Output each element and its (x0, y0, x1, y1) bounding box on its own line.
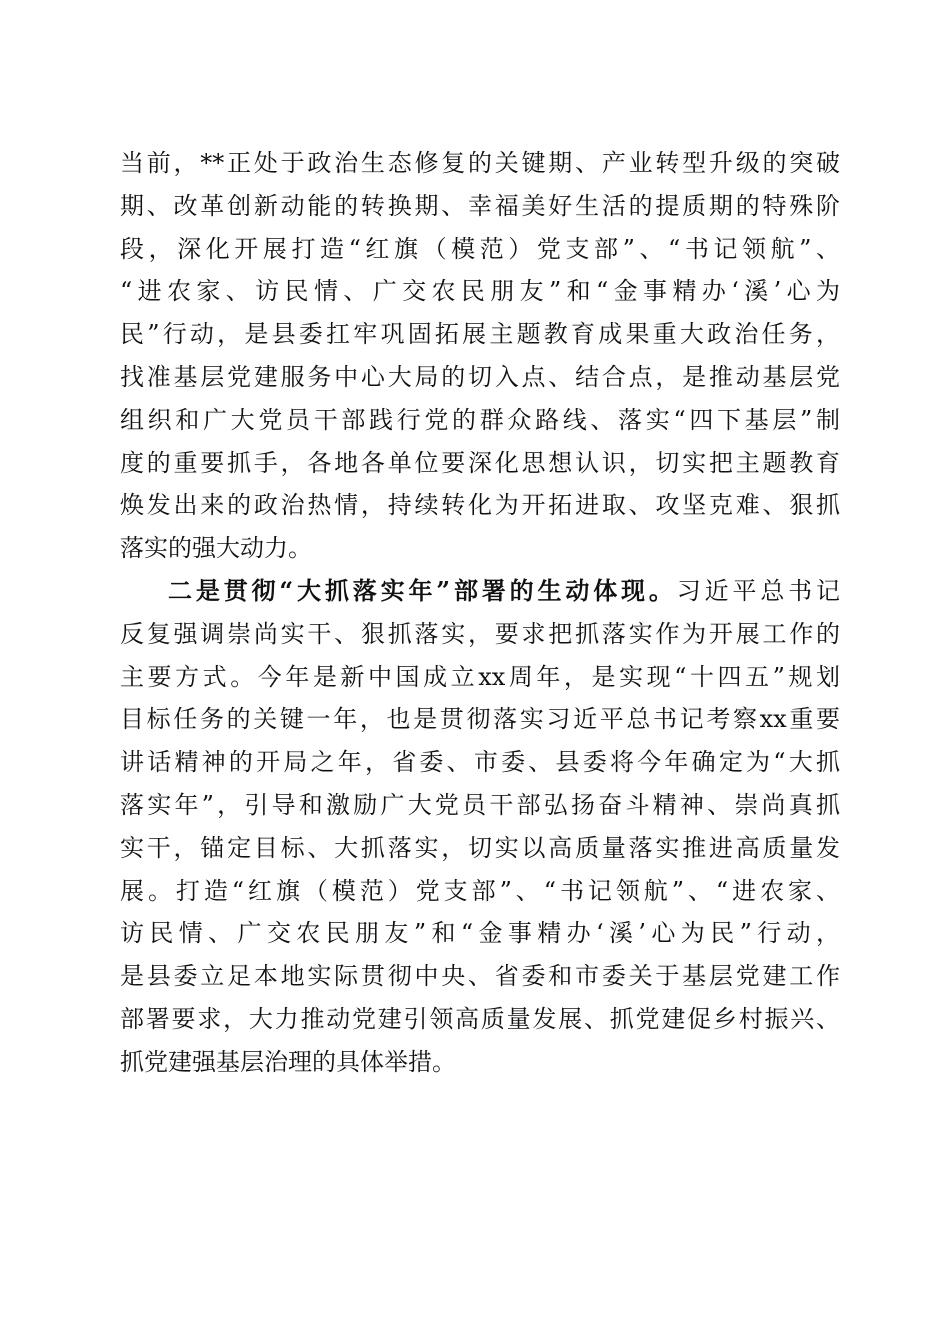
text-line: 是县委立足本地实际贯彻中央、省委和市委关于基层党建工作 (120, 962, 840, 991)
text-line: 目标任务的关键一年，也是贯彻落实习近平总书记考察xx重要 (120, 705, 840, 734)
text-line: 找准基层党建服务中心大局的切入点、结合点，是推动基层党 (120, 362, 840, 391)
text-line: “进农家、访民情、广交农民朋友”和“金事精办‘溪’心为 (120, 277, 840, 306)
text-line: 期、改革创新动能的转换期、幸福美好生活的提质期的特殊阶 (120, 191, 840, 220)
paragraph-2-first-line (120, 570, 840, 613)
paragraph-1 (120, 142, 840, 570)
text-line: 民”行动，是县委扛牢巩固拓展主题教育成果重大政治任务， (120, 320, 840, 349)
document-body (120, 142, 840, 1084)
text-line: 落实的强大动力。 (120, 534, 312, 563)
text-line: 当前，**正处于政治生态修复的关键期、产业转型升级的突破 (120, 149, 840, 177)
text-line: 主要方式。今年是新中国成立xx周年，是实现“十四五”规划 (120, 662, 840, 691)
text-line: 段，深化开展打造“红旗（模范）党支部”、“书记领航”、 (120, 234, 840, 263)
first-line-text: 习近平总书记 (676, 576, 841, 605)
text-line: 部署要求，大力推动党建引领高质量发展、抓党建促乡村振兴、 (120, 1004, 840, 1033)
text-line: 实干，锚定目标、大抓落实，切实以高质量落实推进高质量发 (120, 833, 840, 862)
text-line: 焕发出来的政治热情，持续转化为开拓进取、攻坚克难、狠抓 (120, 491, 840, 520)
text-line: 讲话精神的开局之年，省委、市委、县委将今年确定为“大抓 (120, 748, 840, 777)
text-line: 度的重要抓手，各地各单位要深化思想认识，切实把主题教育 (120, 448, 840, 477)
text-line: 抓党建强基层治理的具体举措。 (120, 1047, 456, 1076)
text-line: 展。打造“红旗（模范）党支部”、“书记领航”、“进农家、 (120, 876, 840, 905)
text-line: 访民情、广交农民朋友”和“金事精办‘溪’心为民”行动， (120, 919, 840, 948)
text-line: 反复强调崇尚实干、狠抓落实，要求把抓落实作为开展工作的 (120, 619, 840, 648)
text-line: 组织和广大党员干部践行党的群众路线、落实“四下基层”制 (120, 405, 840, 434)
paragraph-2 (120, 570, 840, 1084)
text-line: 落实年”，引导和激励广大党员干部弘扬奋斗精神、崇尚真抓 (120, 790, 840, 819)
paragraph-heading: 二是贯彻“大抓落实年”部署的生动体现。 (168, 575, 677, 605)
